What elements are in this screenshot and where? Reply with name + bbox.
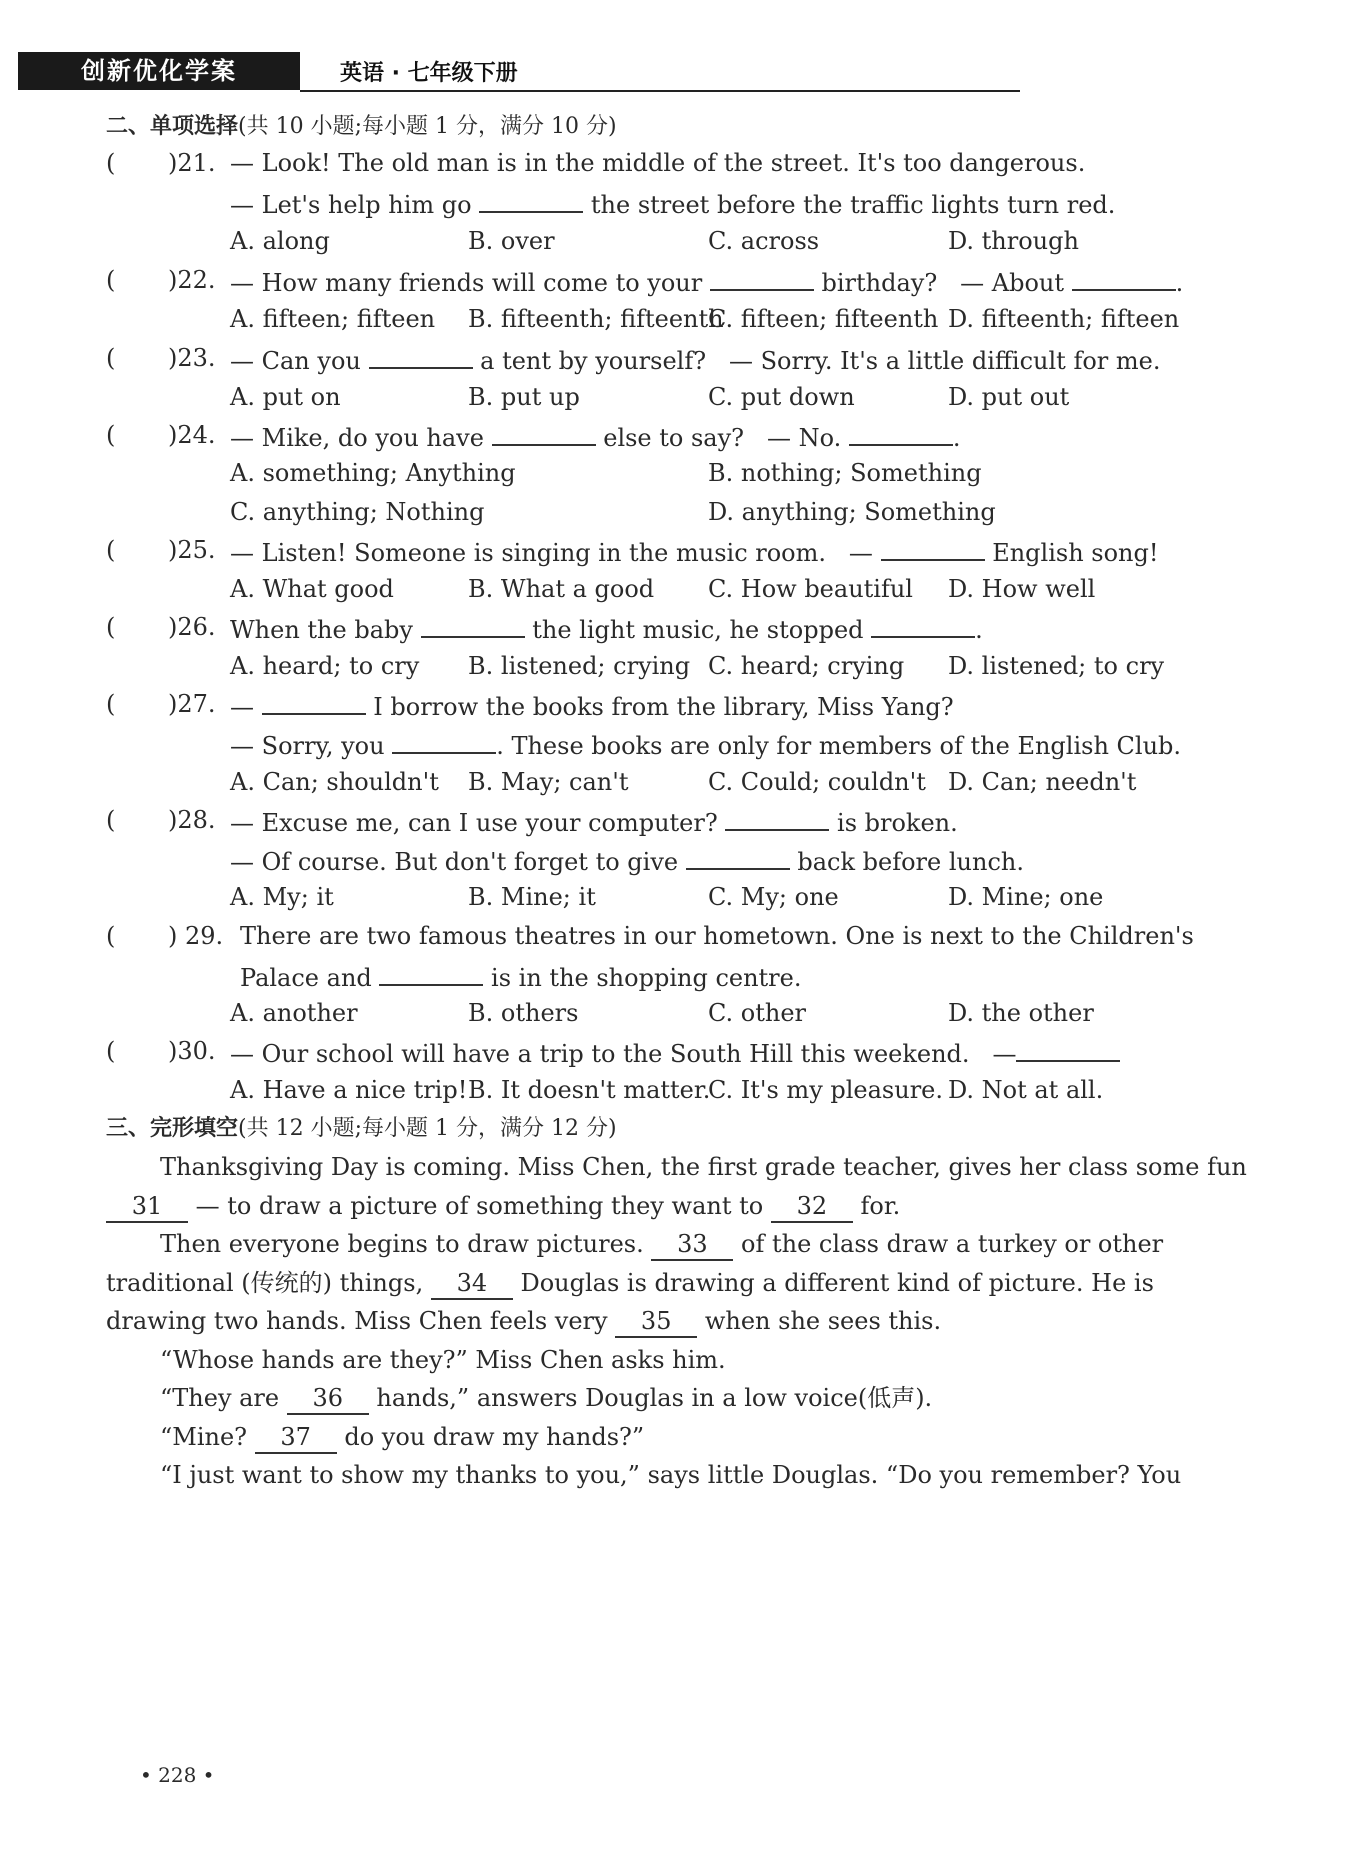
section2-heading: 二、单项选择(共 10 小题;每小题 1 分，满分 10 分) [106,114,617,139]
cloze-line: “They are 36 hands,” answers Douglas in a low voice(低声). [160,1383,932,1415]
header-rule [300,90,1020,92]
answer-blank[interactable] [369,343,473,369]
book-logo: 创新优化学案 [18,52,300,90]
cloze-line: “I just want to show my thanks to you,” says little Douglas. “Do you remember? You [160,1461,1182,1489]
cloze-line: traditional (传统的) things, 34 Douglas is drawing a different kind of picture. He is [106,1268,1154,1300]
answer-blank[interactable] [379,960,483,986]
cloze-line: “Whose hands are they?” Miss Chen asks him. [160,1346,726,1374]
subject-title: 英语 · 七年级下册 [340,61,518,86]
cloze-line: Then everyone begins to draw pictures. 33 of the class draw a turkey or other [160,1229,1163,1261]
answer-blank[interactable] [479,187,583,213]
answer-blank[interactable] [421,612,525,638]
answer-blank[interactable] [849,420,953,446]
page-header [18,52,1018,94]
answer-blank[interactable] [492,420,596,446]
cloze-line: “Mine? 37 do you draw my hands?” [160,1422,644,1454]
answer-blank[interactable] [1016,1036,1120,1062]
cloze-line: Thanksgiving Day is coming. Miss Chen, the first grade teacher, gives her class some fun [160,1153,1247,1181]
answer-blank[interactable] [710,265,814,291]
cloze-line: drawing two hands. Miss Chen feels very 35 when she sees this. [106,1306,941,1338]
answer-blank[interactable] [881,535,985,561]
answer-blank[interactable] [725,805,829,831]
answer-blank[interactable] [262,689,366,715]
answer-blank[interactable] [392,728,496,754]
page-number: • 228 • [140,1763,215,1787]
answer-blank[interactable] [1072,265,1176,291]
answer-blank[interactable] [686,844,790,870]
answer-blank[interactable] [871,612,975,638]
section3-heading: 三、完形填空(共 12 小题;每小题 1 分，满分 12 分) [106,1116,617,1141]
cloze-line: 31 — to draw a picture of something they want to 32 for. [106,1191,900,1223]
